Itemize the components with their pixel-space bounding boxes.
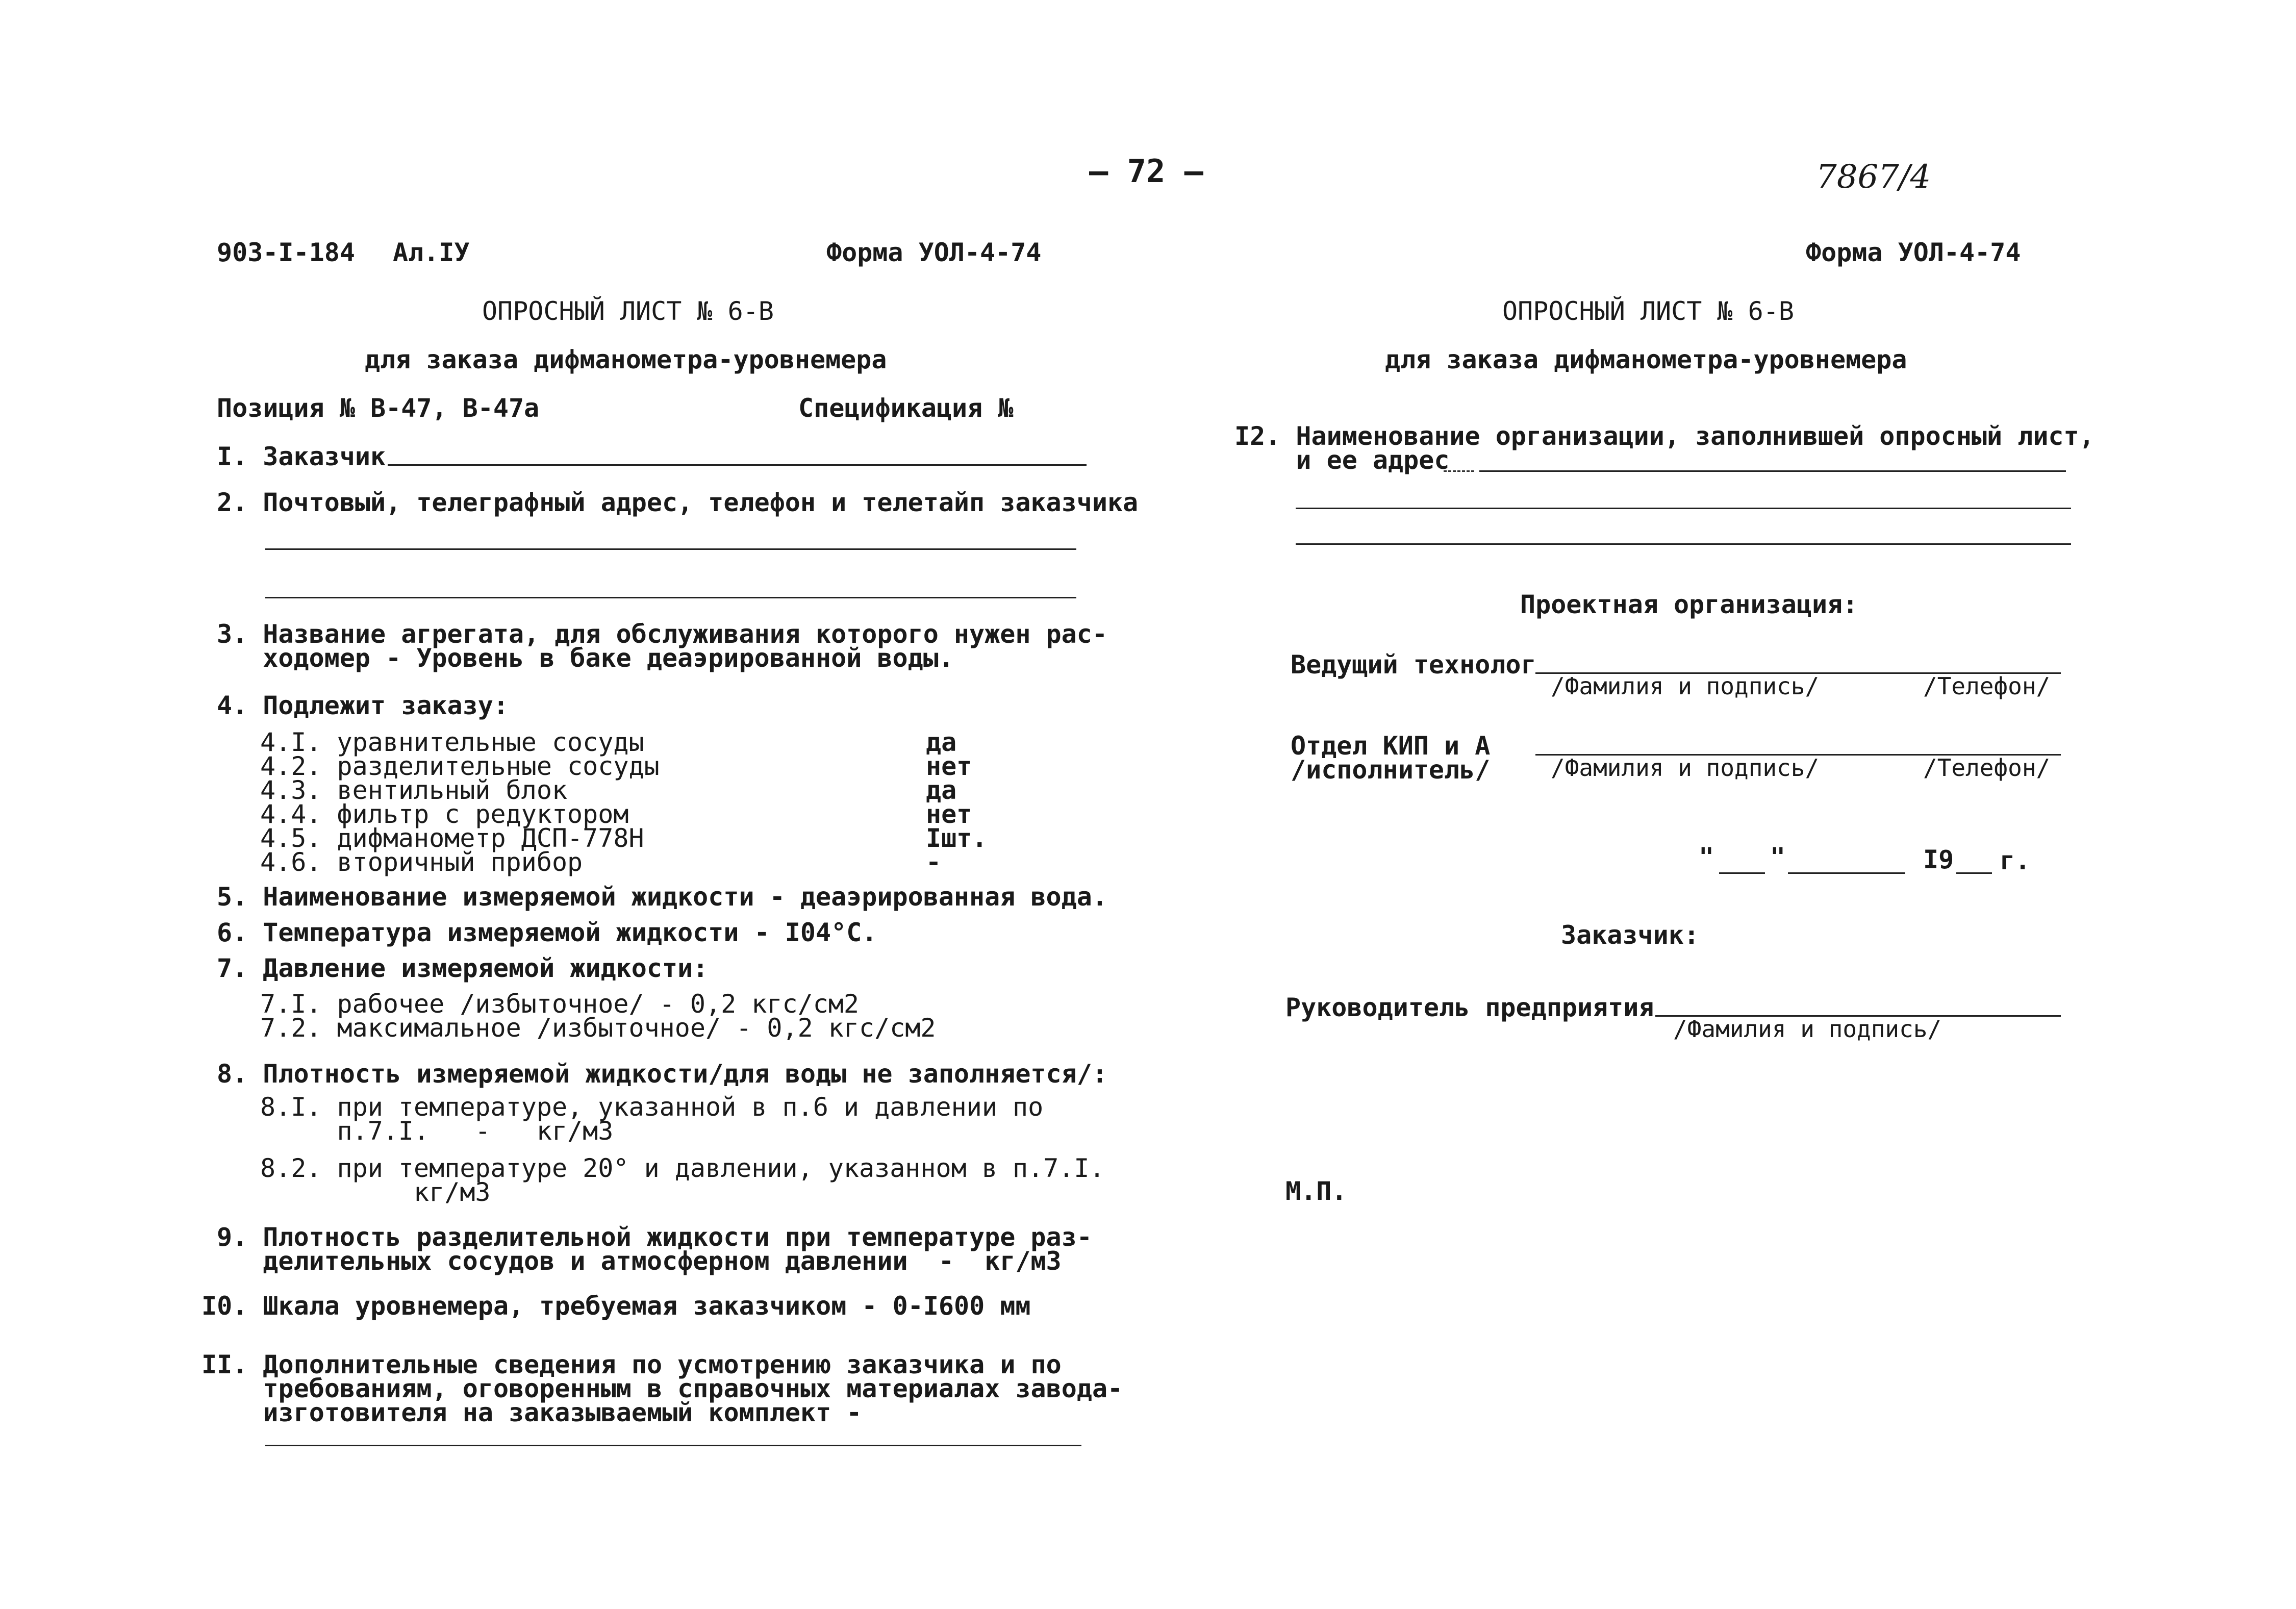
album-label: Ал.IУ [393, 238, 470, 267]
sub-item-label: 4.I. уравнительные сосуды [260, 727, 644, 757]
left-title: ОПРОСНЫЙ ЛИСТ № 6-В [482, 296, 774, 326]
item-1-customer: I. Заказчик [217, 442, 386, 471]
design-org-heading: Проектная организация: [1520, 590, 1858, 619]
item-11-line-2: требованиям, оговоренным в справочных материалах завода- [201, 1374, 1123, 1403]
organization-address-line-1[interactable] [1479, 470, 2066, 472]
date-month-line[interactable] [1788, 872, 1905, 874]
director-caption: /Фамилия и подпись/ [1673, 1015, 1942, 1043]
lead-tech-phone-caption: /Телефон/ [1923, 672, 2051, 700]
sub-item-label: 4.3. вентильный блок [260, 775, 568, 805]
additional-info-fill-line[interactable] [265, 1445, 1081, 1446]
item-12-line-2: и ее адрес [1234, 445, 1450, 475]
organization-address-line-3[interactable] [1296, 543, 2071, 545]
date-day-line[interactable] [1719, 872, 1765, 874]
sub-item-label: 4.2. разделительные сосуды [260, 751, 660, 781]
item-8-1-line-1: 8.I. при температуре, указанной в п.6 и давлении по [260, 1092, 1044, 1122]
item-3-line-1: 3. Название агрегата, для обслуживания которого нужен рас- [217, 619, 1107, 649]
kip-name-caption: /Фамилия и подпись/ [1551, 754, 1820, 782]
item-7-pressure: 7. Давление измеряемой жидкости: [217, 953, 709, 983]
date-year-line[interactable] [1956, 872, 1992, 874]
sub-item-label: 4.4. фильтр с редуктором [260, 799, 629, 829]
item-7-1-working: 7.I. рабочее /избыточное/ - 0,2 кгс/см2 [260, 989, 859, 1019]
item-12-line-1: I2. Наименование организации, заполнившей опросный лист, [1234, 421, 2095, 451]
sub-item-value: да [926, 727, 957, 757]
right-title: ОПРОСНЫЙ ЛИСТ № 6-В [1502, 296, 1794, 326]
address-dash-lead [1444, 470, 1474, 472]
date-year-prefix: I9 [1923, 845, 1954, 874]
handwritten-number: 7867/4 [1816, 158, 1931, 196]
lead-technologist-label: Ведущий технолог [1291, 650, 1536, 680]
position-label: Позиция № В-47, В-47а [217, 393, 540, 423]
form-label-right: Форма УОЛ-4-74 [1806, 238, 2021, 267]
item-8-1-line-2: п.7.I. - кг/м3 [260, 1116, 614, 1146]
sub-item-value: нет [926, 799, 972, 829]
sub-item-value: нет [926, 751, 972, 781]
item-11-line-3: изготовителя на заказываемый комплект - [201, 1398, 862, 1427]
item-11-line-1: II. Дополнительные сведения по усмотрению заказчика и по [201, 1350, 1062, 1379]
item-9-line-1: 9. Плотность разделительной жидкости при температуре раз- [217, 1222, 1092, 1252]
left-subtitle: для заказа дифманометра-уровнемера [365, 345, 887, 374]
item-8-2-line-2: кг/м3 [260, 1177, 491, 1207]
specification-label: Спецификация № [798, 393, 1014, 423]
sub-item-value: - [926, 847, 942, 877]
page-number: – 72 – [1089, 153, 1203, 190]
item-5-liquid: 5. Наименование измеряемой жидкости - деаэрированная вода. [217, 882, 1107, 912]
customer-heading: Заказчик: [1561, 920, 1699, 950]
address-fill-line-2[interactable] [265, 597, 1076, 598]
sub-item-value: да [926, 775, 957, 805]
kip-dept-label-line-1: Отдел КИП и А [1291, 731, 1491, 761]
customer-fill-line[interactable] [388, 464, 1087, 466]
item-9-line-2: делительных сосудов и атмосферном давлении - кг/м3 [217, 1246, 1062, 1276]
item-8-2-line-1: 8.2. при температуре 20° и давлении, указанном в п.7.I. [260, 1153, 1105, 1183]
item-10-scale: I0. Шкала уровнемера, требуемая заказчиком - 0-I600 мм [201, 1291, 1031, 1321]
date-quote-close: " [1770, 842, 1786, 872]
item-7-2-max: 7.2. максимальное /избыточное/ - 0,2 кгс/см2 [260, 1013, 936, 1043]
director-label: Руководитель предприятия [1285, 993, 1654, 1022]
sub-item-value: Iшт. [926, 823, 988, 853]
address-fill-line-1[interactable] [265, 548, 1076, 550]
date-quote-open: " [1699, 842, 1714, 872]
lead-tech-name-caption: /Фамилия и подпись/ [1551, 672, 1820, 700]
date-suffix: г. [2000, 846, 2031, 875]
item-8-density: 8. Плотность измеряемой жидкости/для воды не заполняется/: [217, 1059, 1107, 1089]
item-4-order: 4. Подлежит заказу: [217, 691, 509, 720]
right-subtitle: для заказа дифманометра-уровнемера [1385, 345, 1907, 374]
form-label-left: Форма УОЛ-4-74 [826, 238, 1042, 267]
stamp-label: М.П. [1285, 1176, 1347, 1206]
kip-phone-caption: /Телефон/ [1923, 754, 2051, 782]
item-3-line-2: ходомер - Уровень в баке деаэрированной воды. [217, 643, 954, 673]
item-6-temperature: 6. Температура измеряемой жидкости - I04°С. [217, 918, 877, 947]
sub-item-label: 4.6. вторичный прибор [260, 847, 583, 877]
sub-item-label: 4.5. дифманометр ДСП-778Н [260, 823, 644, 853]
doc-code: 903-I-184 [217, 238, 355, 267]
item-2-address: 2. Почтовый, телеграфный адрес, телефон и телетайп заказчика [217, 488, 1139, 517]
kip-dept-label-line-2: /исполнитель/ [1291, 755, 1491, 785]
organization-address-line-2[interactable] [1296, 508, 2071, 509]
